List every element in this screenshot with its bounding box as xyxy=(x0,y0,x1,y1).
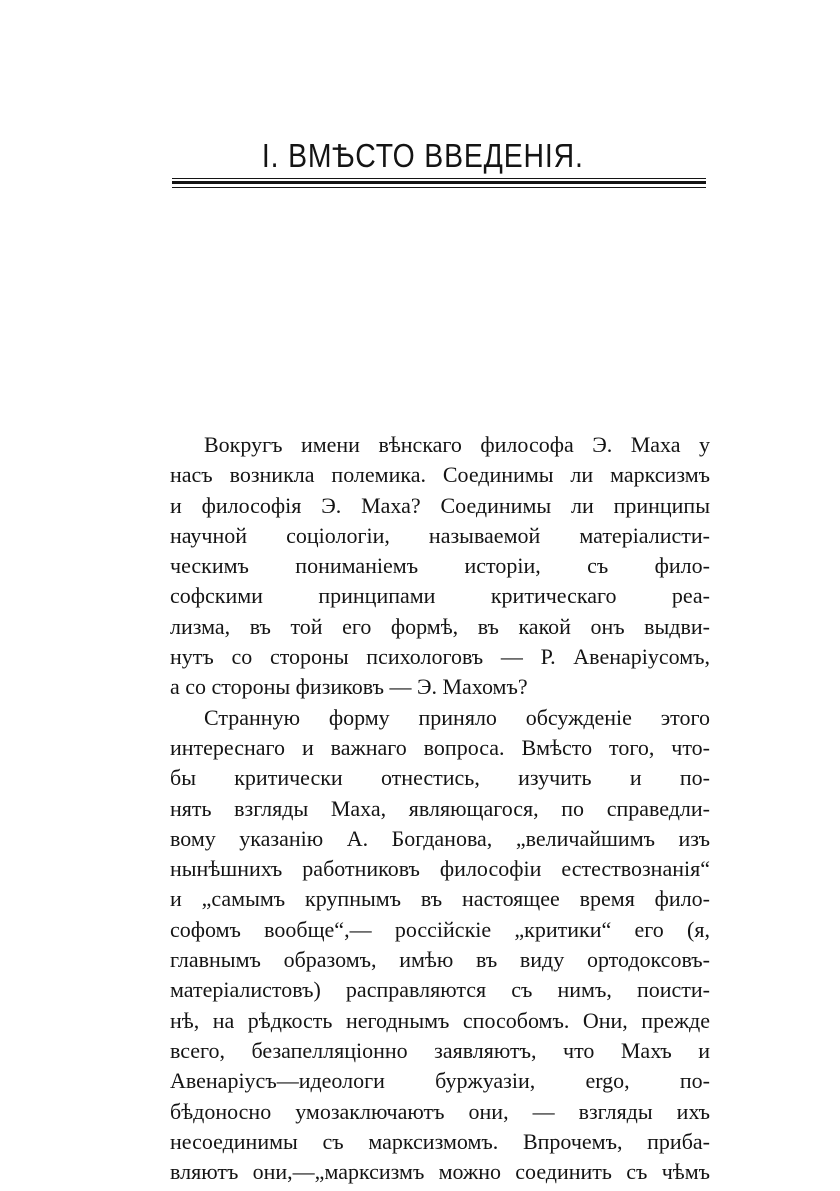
text-line: бы критически отнестись, изучить и по- xyxy=(170,765,710,791)
text-line: лизма, въ той его формѣ, въ какой онъ выдви- xyxy=(170,613,710,639)
text-line: Вокругъ имени вѣнскаго философа Э. Маха у xyxy=(204,432,710,457)
text-line: нѣ, на рѣдкость негоднымъ способомъ. Они, прежде xyxy=(170,1007,710,1033)
chapter-title: I. ВМѢСТО ВВЕДЕНІЯ. xyxy=(261,137,584,174)
text-line: всего, безапелляціонно заявляютъ, что Махъ и xyxy=(170,1037,710,1063)
text-line: и философія Э. Маха? Соединимы ли принципы xyxy=(170,492,710,518)
text-line: софскими принципами критическаго реа- xyxy=(170,583,710,609)
text-line: интереснаго и важнаго вопроса. Вмѣсто того, что- xyxy=(170,734,710,760)
text-line: нынѣшнихъ работниковъ философіи естествознанія“ xyxy=(170,856,710,882)
text-line: нять взгляды Маха, являющагося, по справедли- xyxy=(170,795,710,821)
text-line: нутъ со стороны психологовъ — Р. Авенаріусомъ, xyxy=(170,644,710,670)
title-rule-top xyxy=(172,178,706,179)
text-line: научной соціологіи, называемой матеріалисти- xyxy=(170,522,710,548)
text-line: ческимъ пониманіемъ исторіи, съ фило- xyxy=(170,553,710,579)
text-line: вому указанію А. Богданова, „величайшимъ изъ xyxy=(170,825,710,851)
text-line: софомъ вообще“,— россійскіе „критики“ его (я, xyxy=(170,916,710,942)
text-line: главнымъ образомъ, имѣю въ виду ортодоксовъ- xyxy=(170,947,710,973)
text-line: вляютъ они,—„марксизмъ можно соединить съ чѣмъ xyxy=(170,1159,710,1185)
text-line: Странную форму приняло обсужденіе этого xyxy=(204,704,710,730)
text-line: несоединимы съ марксизмомъ. Впрочемъ, приба- xyxy=(170,1128,710,1154)
text-line: и „самымъ крупнымъ въ настоящее время фило- xyxy=(170,886,710,912)
body-text xyxy=(170,430,710,1187)
text-line: насъ возникла полемика. Соединимы ли марксизмъ xyxy=(170,462,710,488)
text-line: бѣдоносно умозаключаютъ они, — взгляды ихъ xyxy=(170,1098,710,1124)
text-line: а со стороны физиковъ — Э. Махомъ? xyxy=(170,674,528,700)
text-line: матеріалистовъ) расправляются съ нимъ, поисти- xyxy=(170,977,710,1003)
title-rule-bottom xyxy=(172,187,706,188)
text-line: Авенаріусъ—идеологи буржуазіи, ergo, по- xyxy=(170,1068,710,1094)
title-rule-middle xyxy=(172,181,706,184)
